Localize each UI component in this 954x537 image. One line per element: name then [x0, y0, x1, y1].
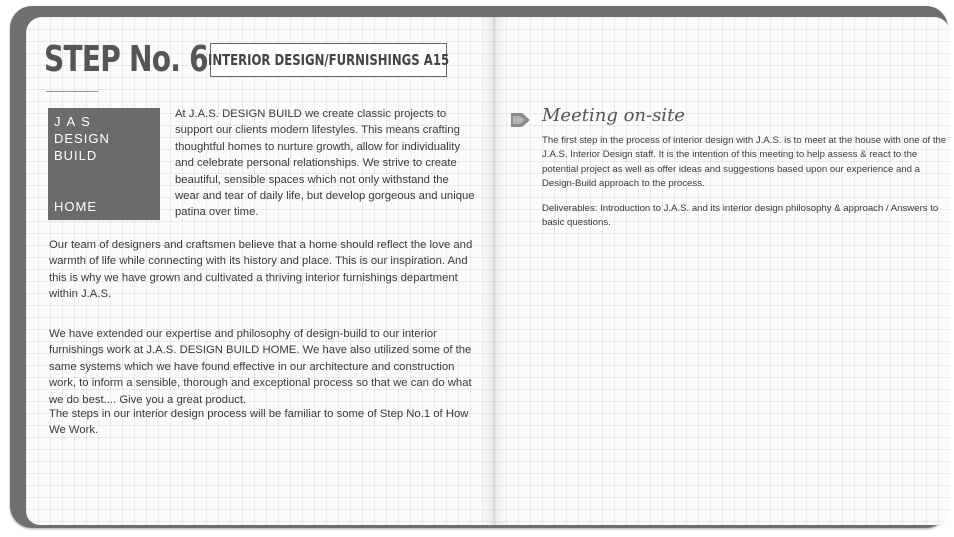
notebook-cover: [10, 6, 948, 528]
notebook-spine: [481, 17, 507, 525]
logo-line-home: HOME: [54, 199, 97, 214]
logo-line-design: DESIGN: [54, 131, 110, 146]
section-tag: [207, 43, 450, 77]
intro-paragraph: At J.A.S. DESIGN BUILD we create classic projects to support our clients modern lifestyles. This means crafting thoughtful homes to nurture growth, allow for individuality and celebrate personal relationships. We strive to create beautiful, sensible spaces which not only withstand the wear and tear of daily life, but develop gorgeous and unique patina over time.: [175, 108, 475, 219]
arrow-pointer-icon: [510, 110, 532, 130]
steps-paragraph: The steps in our interior design process will be familiar to some of Step No.1 of How We Work.: [49, 408, 469, 437]
title-underline: [46, 91, 98, 92]
section-tag-label: INTERIOR DESIGN/FURNISHINGS A15: [207, 51, 450, 69]
step-title: STEP No. 6: [44, 39, 208, 80]
logo-line-build: BUILD: [54, 148, 98, 163]
jas-logo: [48, 108, 160, 220]
logo-line-jas: JAS: [54, 114, 96, 129]
meeting-title: Meeting on-site: [542, 105, 685, 126]
expertise-paragraph: We have extended our expertise and philosophy of design-build to our interior furnishings work at J.A.S. DESIGN BUILD HOME. We have also utilized some of the same systems which we have found effective in our architecture and construction work, to inform a sensible, thorough and exceptional process so that we can do what we do best.... Give you a great product.: [49, 328, 472, 406]
team-paragraph: Our team of designers and craftsmen believe that a home should reflect the love and warmth of life while connecting with its history and place. This is our inspiration. And this is why we have grown and cultivated a thriving interior furnishings department within J.A.S.: [49, 239, 473, 301]
meeting-deliverables: Deliverables: Introduction to J.A.S. and its interior design philosophy & approach / Answers to basic questions.: [542, 203, 939, 229]
notebook-pages: [26, 17, 950, 525]
meeting-description: The first step in the process of interior design with J.A.S. is to meet at the house with one of the J.A.S. Interior Design staff. It is the intention of this meeting to help assess & react to the potential project as well as offer ideas and suggestions based upon our experience and a Design-Build approach to the process.: [542, 135, 947, 189]
